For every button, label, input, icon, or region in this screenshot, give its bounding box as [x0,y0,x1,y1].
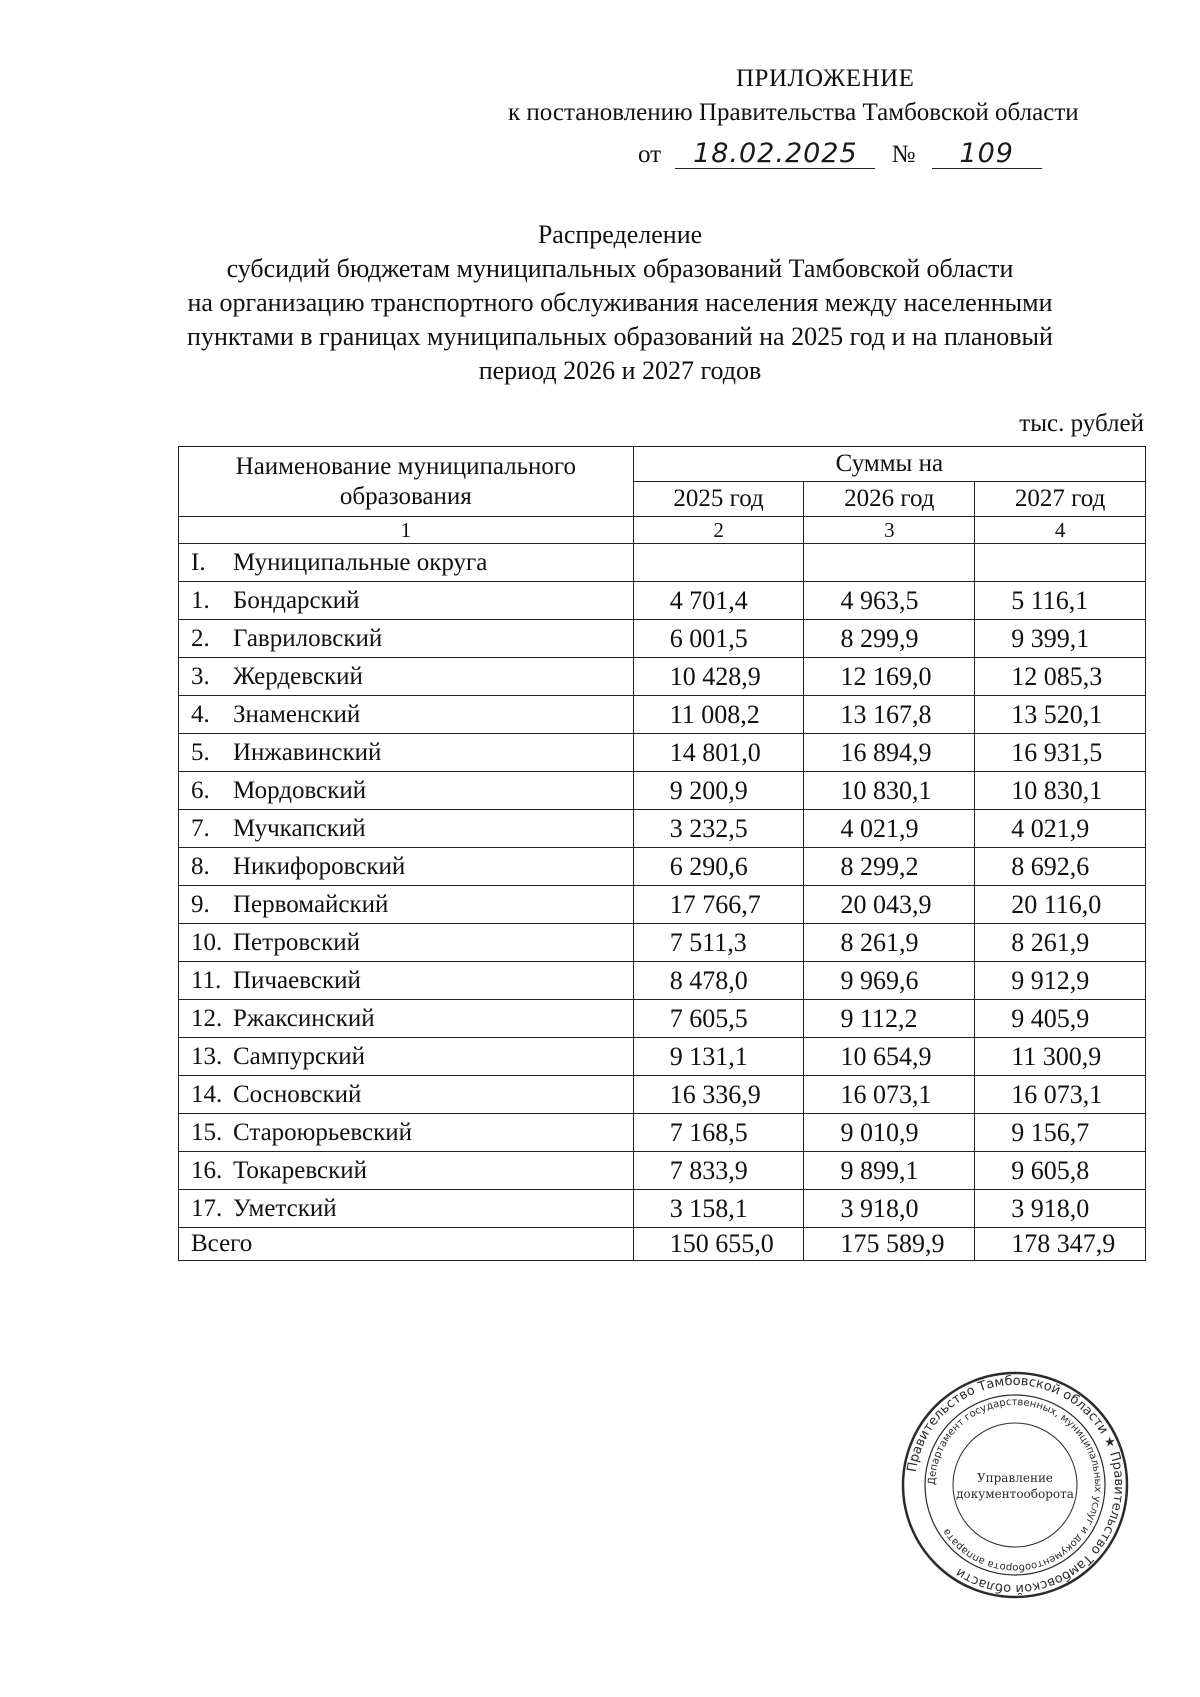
amount-2025: 9 200,9 [633,772,804,810]
amount-2026: 9 010,9 [804,1114,975,1152]
municipality-name-cell [179,658,634,696]
decree-date-number [638,138,1042,172]
total-label: Всего [179,1228,634,1261]
municipality-name: Знаменский [233,700,361,728]
amount-2025: 7 605,5 [633,1000,804,1038]
amount-2027: 11 300,9 [975,1038,1146,1076]
amount-2026: 4 021,9 [804,810,975,848]
table-row [179,810,1146,848]
column-number: 3 [804,517,975,544]
amount-2025: 3 232,5 [633,810,804,848]
municipality-name: Мордовский [233,776,367,804]
header-municipality: Наименование муниципального образования [179,447,634,517]
amount-2025: 7 168,5 [633,1114,804,1152]
amount-2027: 9 156,7 [975,1114,1146,1152]
municipality-name-cell [179,810,634,848]
amount-2027: 20 116,0 [975,886,1146,924]
title-line: на организацию транспортного обслуживания населения между населенными [187,288,1053,317]
row-number: 6. [191,776,210,804]
amount-2027: 9 405,9 [975,1000,1146,1038]
table-body [179,582,1146,1228]
amount-2025: 11 008,2 [633,696,804,734]
decree-number-handwritten: 109 [932,140,1042,169]
amount-2026: 10 830,1 [804,772,975,810]
total-2027: 178 347,9 [975,1228,1146,1261]
amount-2027: 9 605,8 [975,1152,1146,1190]
municipality-name: Бондарский [233,586,360,614]
municipality-name-cell [179,734,634,772]
table-row [179,772,1146,810]
table-row [179,734,1146,772]
table-row [179,1152,1146,1190]
total-2025: 150 655,0 [633,1228,804,1261]
section-number: I. [191,548,206,576]
municipality-name-cell [179,848,634,886]
row-number: 10. [191,928,223,956]
header-year: 2025 год [633,482,804,517]
amount-2026: 8 299,2 [804,848,975,886]
amount-2025: 7 833,9 [633,1152,804,1190]
section-label [179,544,634,582]
amount-2026: 8 299,9 [804,620,975,658]
total-row [179,1228,1146,1261]
decree-date-handwritten: 18.02.2025 [675,140,875,169]
amount-2027: 4 021,9 [975,810,1146,848]
seal-inner-ring [953,1423,1077,1547]
amount-2025: 14 801,0 [633,734,804,772]
header-year: 2026 год [804,482,975,517]
table-row [179,886,1146,924]
number-prefix: № [891,141,916,168]
table-row [179,1076,1146,1114]
seal-outer-text: Правительство Тамбовской области ★ Правительство Тамбовской области [904,1373,1127,1597]
header-sums: Суммы на [633,447,1145,482]
municipality-name: Петровский [233,928,361,956]
amount-2025: 17 766,7 [633,886,804,924]
section-row [179,544,1146,582]
column-number: 2 [633,517,804,544]
official-seal [900,1370,1130,1600]
amount-2026: 12 169,0 [804,658,975,696]
amount-2027: 9 399,1 [975,620,1146,658]
table-row [179,1114,1146,1152]
amount-2026: 13 167,8 [804,696,975,734]
column-number-row [179,517,1146,544]
units-label: тыс. рублей [1019,410,1144,437]
amount-2027: 8 261,9 [975,924,1146,962]
amount-2027: 12 085,3 [975,658,1146,696]
empty-cell [633,544,804,582]
title-line: период 2026 и 2027 годов [478,356,762,385]
row-number: 14. [191,1080,223,1108]
header-year: 2027 год [975,482,1146,517]
municipality-name-cell [179,962,634,1000]
seal-middle-ring [925,1395,1105,1575]
seal-ring-text: Департамент государственных, муниципальных услуг и документооборота аппарата [926,1396,1104,1574]
municipality-name: Никифоровский [233,852,406,880]
table-row [179,658,1146,696]
amount-2027: 8 692,6 [975,848,1146,886]
table-row [179,696,1146,734]
empty-cell [975,544,1146,582]
amount-2027: 5 116,1 [975,582,1146,620]
row-number: 16. [191,1156,223,1184]
document-title [160,218,1080,388]
amount-2026: 9 112,2 [804,1000,975,1038]
municipality-name-cell [179,1190,634,1228]
municipality-name: Пичаевский [233,966,361,994]
amount-2025: 8 478,0 [633,962,804,1000]
amount-2025: 10 428,9 [633,658,804,696]
amount-2027: 13 520,1 [975,696,1146,734]
municipality-name: Гавриловский [233,624,383,652]
empty-cell [804,544,975,582]
total-2026: 175 589,9 [804,1228,975,1261]
municipality-name-cell [179,696,634,734]
municipality-name-cell [179,886,634,924]
table-row [179,582,1146,620]
row-number: 17. [191,1194,223,1222]
amount-2026: 16 894,9 [804,734,975,772]
seal-center-line2: документооборота [956,1487,1074,1501]
amount-2026: 8 261,9 [804,924,975,962]
section-name: Муниципальные округа [233,548,488,576]
appendix-reference: к постановлению Правительства Тамбовской области [508,99,1079,126]
municipality-name-cell [179,1038,634,1076]
table-row [179,620,1146,658]
municipality-name-cell [179,1076,634,1114]
title-line: Распределение [537,220,703,249]
table-row [179,1038,1146,1076]
municipality-name: Токаревский [233,1156,368,1184]
amount-2027: 10 830,1 [975,772,1146,810]
municipality-name-cell [179,1152,634,1190]
municipality-name: Мучкапский [233,814,366,842]
column-number: 4 [975,517,1146,544]
municipality-name: Сосновский [233,1080,362,1108]
amount-2026: 16 073,1 [804,1076,975,1114]
amount-2026: 9 899,1 [804,1152,975,1190]
amount-2026: 9 969,6 [804,962,975,1000]
row-number: 5. [191,738,210,766]
row-number: 13. [191,1042,223,1070]
amount-2025: 16 336,9 [633,1076,804,1114]
row-number: 8. [191,852,210,880]
amount-2025: 6 290,6 [633,848,804,886]
amount-2027: 9 912,9 [975,962,1146,1000]
row-number: 2. [191,624,210,652]
municipality-name-cell [179,1114,634,1152]
title-line: субсидий бюджетам муниципальных образований Тамбовской области [226,254,1014,283]
municipality-name: Инжавинский [233,738,382,766]
amount-2025: 6 001,5 [633,620,804,658]
municipality-name: Уметский [233,1194,337,1222]
table-row [179,1000,1146,1038]
amount-2025: 9 131,1 [633,1038,804,1076]
amount-2026: 20 043,9 [804,886,975,924]
municipality-name: Первомайский [233,890,389,918]
row-number: 12. [191,1004,223,1032]
row-number: 7. [191,814,210,842]
table-row [179,962,1146,1000]
municipality-name-cell [179,582,634,620]
municipality-name-cell [179,1000,634,1038]
amount-2027: 16 073,1 [975,1076,1146,1114]
municipality-name-cell [179,772,634,810]
municipality-name: Ржаксинский [233,1004,375,1032]
municipality-name: Сампурский [233,1042,365,1070]
amount-2026: 10 654,9 [804,1038,975,1076]
amount-2025: 7 511,3 [633,924,804,962]
municipality-name-cell [179,924,634,962]
date-prefix: от [638,141,662,168]
row-number: 9. [191,890,210,918]
table-row [179,924,1146,962]
row-number: 1. [191,586,210,614]
amount-2025: 3 158,1 [633,1190,804,1228]
title-line: пунктами в границах муниципальных образований на 2025 год и на плановый [187,322,1053,351]
row-number: 4. [191,700,210,728]
row-number: 3. [191,662,210,690]
subsidy-table [178,446,1146,1261]
municipality-name: Староюрьевский [233,1118,413,1146]
municipality-name-cell [179,620,634,658]
table-row [179,1190,1146,1228]
appendix-title: ПРИЛОЖЕНИЕ [736,65,915,92]
row-number: 11. [191,966,222,994]
row-number: 15. [191,1118,223,1146]
amount-2025: 4 701,4 [633,582,804,620]
seal-center-line1: Управление [976,1471,1054,1485]
amount-2026: 4 963,5 [804,582,975,620]
municipality-name: Жердевский [233,662,363,690]
amount-2027: 16 931,5 [975,734,1146,772]
amount-2026: 3 918,0 [804,1190,975,1228]
amount-2027: 3 918,0 [975,1190,1146,1228]
column-number: 1 [179,517,634,544]
table-row [179,848,1146,886]
